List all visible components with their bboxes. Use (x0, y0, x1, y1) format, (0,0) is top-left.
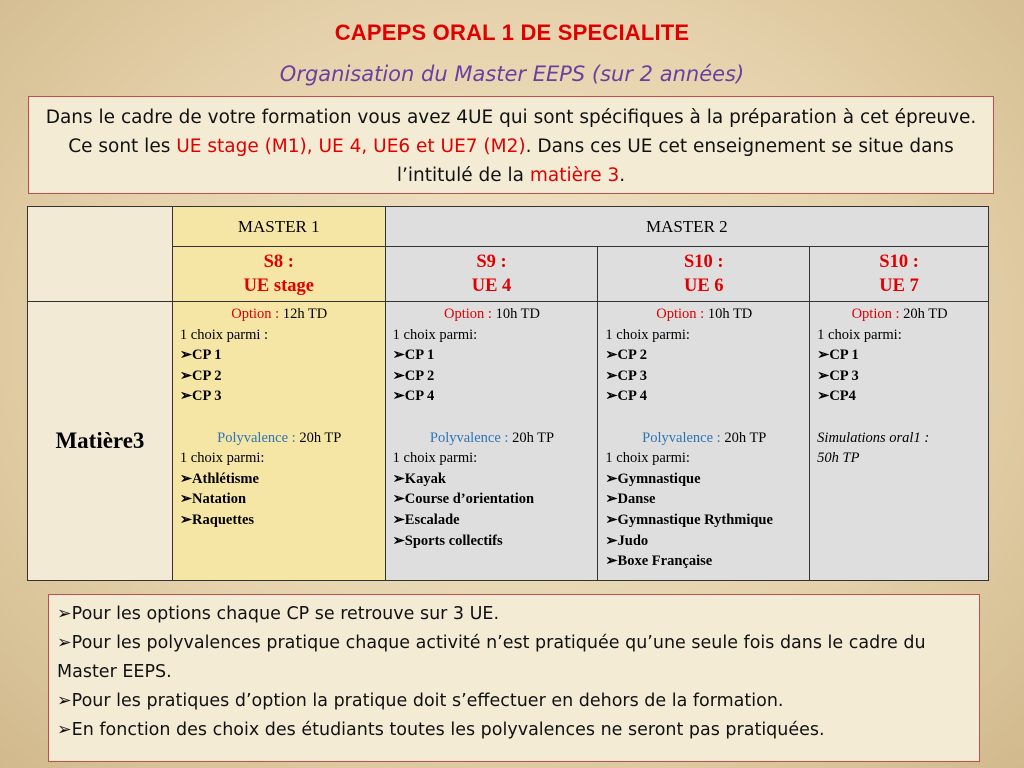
note-item: ➢Pour les pratiques d’option la pratique doit s’effectuer en dehors de la formation. (57, 691, 784, 711)
master2-header: MASTER 2 (385, 207, 988, 247)
choice-text: 1 choix parmi: (392, 326, 478, 343)
polyvalence-line (393, 428, 592, 449)
list-item: ➢CP 1 (817, 347, 859, 364)
ue-label: UE stage (243, 276, 314, 296)
choice-text: 1 choix parmi: (605, 450, 690, 467)
list-item: ➢CP 2 (392, 367, 435, 384)
ue-label: UE 7 (879, 276, 919, 296)
page-title: CAPEPS ORAL 1 DE SPECIALITE (334, 20, 690, 45)
note-item: ➢En fonction des choix des étudiants toutes les polyvalences ne seront pas pratiquées. (57, 720, 825, 740)
choice-text: 1 choix parmi: (179, 450, 265, 467)
option-line (180, 304, 379, 325)
table-ue-row (28, 247, 989, 302)
cell-ue-stage (172, 302, 385, 581)
table-corner-cell (28, 207, 173, 302)
ue-header-ue4 (385, 247, 598, 302)
list-item: ➢Escalade (392, 511, 460, 528)
list-item: ➢CP 3 (179, 388, 222, 405)
list-item: ➢Boxe Française (605, 553, 713, 570)
polyvalence-hours: 20h TP (512, 429, 555, 446)
list-item: ➢CP 2 (605, 347, 647, 364)
semester-label: S10 : (879, 252, 919, 272)
intro-text-3: . (619, 165, 626, 186)
notes-box (48, 594, 980, 762)
list-item: ➢CP 4 (392, 388, 435, 405)
intro-text-1: Dans le cadre de votre formation vous avez 4UE qui sont spécifiques à la préparation à cet épreuve. Ce sont les (45, 107, 977, 157)
list-item: ➢CP 1 (392, 347, 435, 364)
option-hours: 10h TD (707, 306, 753, 322)
list-item: ➢Natation (179, 491, 247, 508)
option-label: Option : (656, 306, 708, 322)
list-item: ➢Judo (605, 532, 649, 549)
option-hours: 20h TD (903, 306, 948, 322)
list-item: ➢Sports collectifs (392, 532, 503, 549)
page-subtitle: Organisation du Master EEPS (sur 2 années) (279, 62, 745, 86)
ue-label: UE 4 (471, 276, 512, 296)
intro-box (28, 96, 994, 194)
table-header-row (28, 207, 989, 247)
polyvalence-label: Polyvalence : (642, 429, 725, 446)
row-label-matiere3: Matière3 (28, 302, 173, 581)
polyvalence-label: Polyvalence : (217, 429, 300, 446)
list-item: ➢CP 2 (179, 367, 222, 384)
list-item: ➢Raquettes (179, 511, 255, 528)
option-line (605, 304, 803, 325)
list-item: ➢CP 1 (179, 347, 222, 364)
ue-header-stage (172, 247, 385, 302)
table-matiere-row (28, 302, 989, 581)
master1-header: MASTER 1 (172, 207, 385, 247)
list-item: ➢Athlétisme (179, 470, 259, 487)
ue-label: UE 6 (683, 276, 724, 296)
intro-text-2: . Dans ces UE cet enseignement se situe dans l’intitulé de la (396, 136, 954, 186)
polyvalence-hours: 20h TP (299, 429, 342, 446)
option-line (393, 304, 592, 325)
list-item: ➢Course d’orientation (392, 491, 535, 508)
cell-ue-4 (385, 302, 598, 581)
list-item: ➢CP 3 (817, 367, 859, 384)
intro-highlight-ue: UE stage (M1), UE 4, UE6 et UE7 (M2) (176, 136, 526, 157)
polyvalence-line (605, 428, 803, 449)
master-table (27, 206, 989, 581)
choice-text: 1 choix parmi : (179, 326, 269, 343)
choice-text: 1 choix parmi: (817, 326, 902, 343)
list-item: ➢Danse (605, 491, 656, 508)
ue-header-ue7 (810, 247, 989, 302)
list-item: ➢Gymnastique (605, 470, 701, 487)
option-hours: 12h TD (282, 306, 328, 322)
list-item: ➢CP 4 (605, 388, 647, 405)
option-label: Option : (444, 306, 496, 322)
choice-text: 1 choix parmi: (392, 450, 478, 467)
cell-ue-6 (598, 302, 810, 581)
option-line (817, 304, 982, 325)
intro-highlight-matiere: matière 3 (529, 165, 620, 186)
option-label: Option : (851, 306, 904, 322)
choice-text: 1 choix parmi: (605, 326, 690, 343)
list-item: ➢Kayak (392, 470, 446, 487)
option-label: Option : (231, 306, 283, 322)
simulation-hours: 50h TP (817, 450, 860, 467)
ue-header-ue6 (598, 247, 810, 302)
note-item: ➢Pour les options chaque CP se retrouve sur 3 UE. (57, 604, 500, 624)
list-item: ➢Gymnastique Rythmique (605, 511, 773, 528)
polyvalence-label: Polyvalence : (429, 429, 513, 446)
option-hours: 10h TD (495, 306, 541, 322)
note-item: ➢Pour les polyvalences pratique chaque activité n’est pratiquée qu’une seule fois dans le cadre du Master EEPS. (57, 633, 926, 682)
list-item: ➢CP4 (817, 388, 856, 405)
semester-label: S8 : (263, 252, 294, 272)
cell-ue-7 (810, 302, 989, 581)
polyvalence-line (180, 428, 379, 449)
simulation-line: Simulations oral1 : (817, 429, 930, 446)
semester-label: S10 : (683, 252, 724, 272)
polyvalence-hours: 20h TP (724, 429, 767, 446)
semester-label: S9 : (476, 252, 507, 272)
list-item: ➢CP 3 (605, 367, 647, 384)
